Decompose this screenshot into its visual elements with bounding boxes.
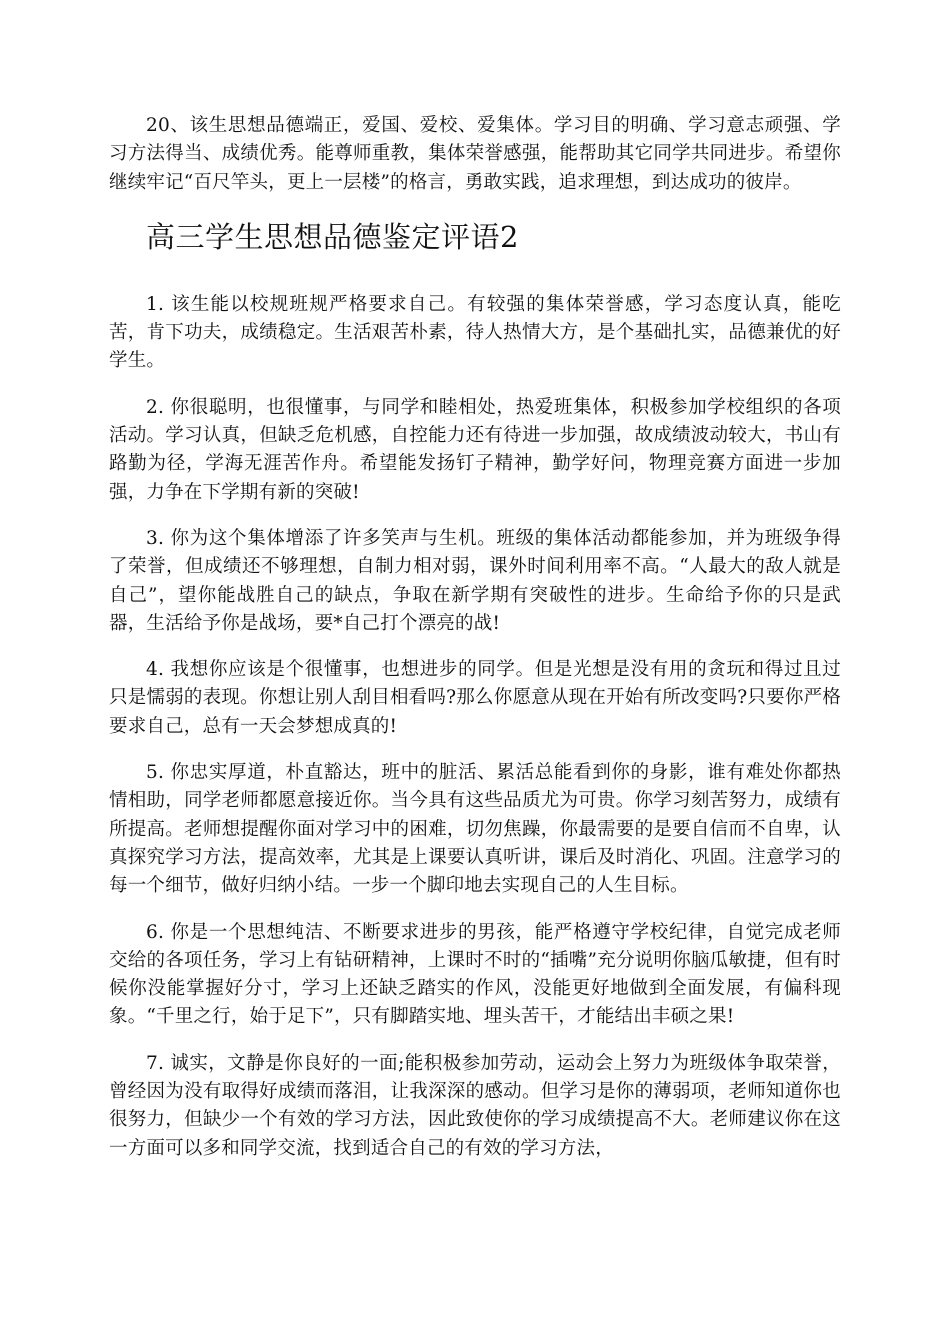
list-item: [109, 759, 841, 900]
intro-paragraph: 20、该生思想品德端正，爱国、爱校、爱集体。学习目的明确、学习意志顽强、学习方法得当、成绩优秀。能尊师重教，集体荣誉感强，能帮助其它同学共同进步。希望你继续牢记“百尺竿头，更上一层楼”的格言，勇敢实践，追求理想，到达成功的彼岸。: [109, 115, 841, 193]
list-item: [109, 1050, 841, 1163]
section-heading: 高三学生思想品德鉴定评语2: [146, 219, 519, 254]
item-text: 我想你应该是个很懂事，也想进步的同学。但是光想是没有用的贪玩和得过且过只是懦弱的表现。你想让别人刮目相看吗?那么你愿意从现在开始有所改变吗?只要你严格要求自己，总有一天会梦想成真的!: [109, 659, 841, 737]
list-item: [109, 394, 841, 507]
list-item: [109, 656, 841, 741]
item-number: 1.: [146, 293, 165, 315]
item-text: 你忠实厚道，朴直豁达，班中的脏活、累活总能看到你的身影，谁有难处你都热情相助，同学老师都愿意接近你。当今具有这些品质尤为可贵。你学习刻苦努力，成绩有所提高。老师想提醒你面对学习中的困难，切勿焦躁，你最需要的是要自信而不自卑，认真探究学习方法，提高效率，尤其是上课要认真听讲，课后及时消化、巩固。注意学习的每一个细节，做好归纳小结。一步一个脚印地去实现自己的人生目标。: [109, 762, 841, 897]
item-number: 7.: [146, 1052, 165, 1074]
list-item: [109, 525, 841, 638]
list-item: [109, 291, 841, 376]
item-text: 你为这个集体增添了许多笑声与生机。班级的集体活动都能参加，并为班级争得了荣誉，但成绩还不够理想，自制力相对弱，课外时间利用率不高。“人最大的敌人就是自己”，望你能战胜自己的缺点，争取在新学期有突破性的进步。生命给予你的只是武器，生活给予你是战场，要*自己打个漂亮的战!: [109, 527, 841, 634]
item-number: 2.: [146, 396, 165, 418]
item-number: 4.: [146, 659, 165, 681]
item-text: 你是一个思想纯洁、不断要求进步的男孩，能严格遵守学校纪律，自觉完成老师交给的各项任务，学习上有钻研精神，上课时不时的“插嘴”充分说明你脑瓜敏捷，但有时候你没能掌握好分寸，学习上还缺乏踏实的作风，没能更好地做到全面发展，有偏科现象。“千里之行，始于足下”，只有脚踏实地、埋头苦干，才能结出丰硕之果!: [109, 921, 841, 1028]
item-text: 诚实，文静是你良好的一面;能积极参加劳动，运动会上努力为班级体争取荣誉，曾经因为没有取得好成绩而落泪，让我深深的感动。但学习是你的薄弱项，老师知道你也很努力，但缺少一个有效的学习方法，因此致使你的学习成绩提高不大。老师建议你在这一方面可以多和同学交流，找到适合自己的有效的学习方法，: [109, 1052, 841, 1159]
document-page: [109, 112, 841, 1181]
item-number: 5.: [146, 762, 165, 784]
item-number: 3.: [146, 527, 165, 549]
list-item: [109, 919, 841, 1032]
item-text: 你很聪明，也很懂事，与同学和睦相处，热爱班集体，积极参加学校组织的各项活动。学习认真，但缺乏危机感，自控能力还有待进一步加强，故成绩波动较大，书山有路勤为径，学海无涯苦作舟。希望能发扬钉子精神，勤学好问，物理竞赛方面进一步加强，力争在下学期有新的突破!: [109, 396, 841, 503]
item-text: 该生能以校规班规严格要求自己。有较强的集体荣誉感，学习态度认真，能吃苦，肯下功夫，成绩稳定。生活艰苦朴素，待人热情大方，是个基础扎实，品德兼优的好学生。: [109, 293, 841, 372]
item-number: 6.: [146, 921, 165, 943]
